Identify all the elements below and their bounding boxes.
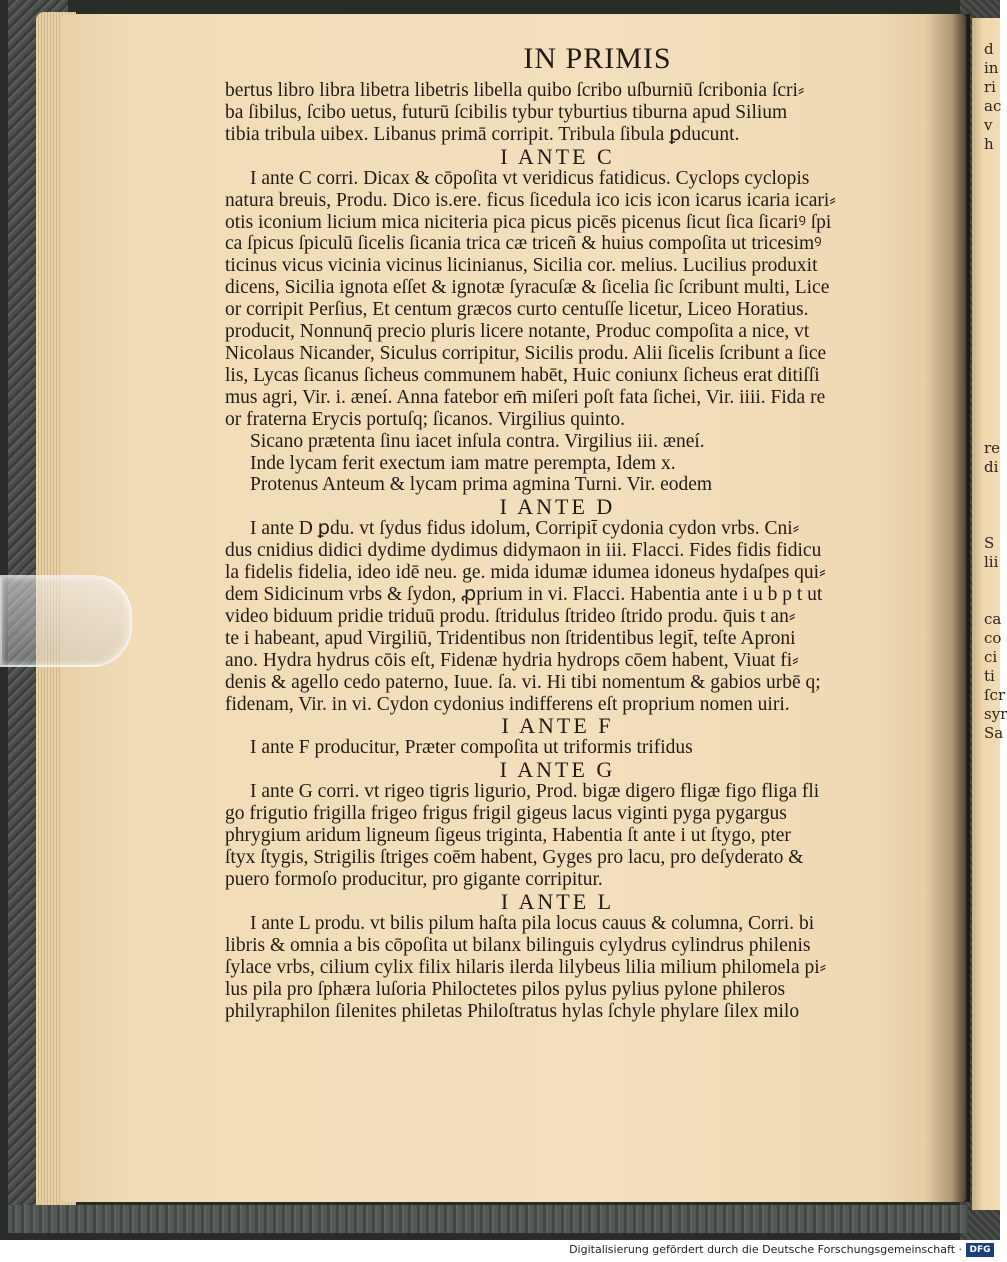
text-line: otis iconium licium mica niciteria pica picus picēs picenus ſicut ſica ſicariꝰ ſpi [225,211,832,233]
text-line: dus cnidius didici dydime dydimus didymaon in iii. Flacci. Fides fidis fidicu [225,540,822,562]
text-line: Nicolaus Nicander, Siculus corripitur, Sicilis produ. Alii ſicelis ſcribunt a ſice [225,342,827,364]
section-heading-l: I ANTE L [500,888,615,914]
text-line: tibia tribula uibex. Libanus primā corripit. Tribula ſibula ꝑducunt. [225,123,740,145]
text-line: ba ſibilus, ſcibo uetus, futurū ſcibilis tybur tyburtius tiburna apud Silium [225,101,788,123]
text-line: natura breuis, Produ. Dico is.ere. ficus ſicedula ico icis icon icarus icaria icari⸗ [225,189,836,211]
section-heading-g: I ANTE G [499,757,616,783]
section-heading-c: I ANTE C [500,143,615,169]
text-line: la fidelis fidelia, ideo idē neu. ge. mida idumæ idumea idoneus hydaſpes qui⸗ [225,562,826,584]
section-l-paragraph [225,913,890,1023]
right-page-text: d in ri ac v h re di S lii ca co ci ti ſcr syr Sa [984,40,1007,742]
verse-line: Protenus Anteum & lycam prima agmina Turni. Vir. eodem [250,474,713,496]
section-heading-d: I ANTE D [499,494,616,520]
text-line: libris & omnia a bis cōpoſita ut bilanx bilinguis cylydrus cylindrus philenis [225,934,811,956]
text-line: I ante D ꝑdu. vt ſydus fidus idolum, Corripit̄ cydonia cydon vrbs. Cni⸗ [250,518,800,540]
running-head: IN PRIMIS [523,42,672,75]
section-f-paragraph [225,737,890,759]
text-line: ano. Hydra hydrus cōis eſt, Fidenæ hydria hydrops cōem habent, Viuat fi⸗ [225,649,799,671]
text-line: phrygium aridum ligneum ſigeus triginta, Habentia ſt ante i ut ſtygo, pter [225,825,791,847]
text-line: ca ſpicus ſpiculū ſicelis ſicania trica cæ triceñ & huius compoſita ut tricesimꝰ [225,233,822,255]
section-c-paragraph [225,168,890,497]
text-line: video biduum pridie triduū produ. ſtridulus ſtrideo ſtrido produ. q̄uis t an⸗ [225,605,796,627]
intro-paragraph [225,80,890,146]
text-line: or fraterna Erycis portuſq; ſicanos. Virgilius quinto. [225,408,625,430]
section-g-paragraph [225,781,890,891]
text-line: I ante G corri. vt rigeo tigris ligurio, Prod. bigæ digero fligæ figo fliga fli [250,781,820,803]
text-line: mus agri, Vir. i. æneí. Anna fatebor em̄ miſeri poſt fata ſichei, Vir. iiii. Fida re [225,386,826,408]
text-line: fidenam, Vir. in vi. Cydon cydonius indifferens eſt proprium nomen uiri. [225,693,790,715]
text-line: ticinus vicus vicinia vicinus licinianus, Sicilia cor. melius. Lucilius produxit [225,255,818,277]
glass-page-clip [0,575,132,667]
text-line: dicens, Sicilia ignota eſſet & ignotæ ſyracuſæ & ſicelia ſic ſcribunt multi, Lice [225,277,830,299]
text-line: I ante F producitur, Præter compoſita ut triformis trifidus [250,737,693,759]
text-line: puero formoſo producitur, pro gigante corripitur. [225,869,603,890]
dfg-logo: DFG [966,1243,994,1257]
text-line: te i habeant, apud Virgiliū, Tridentibus non ſtridentibus legit̄, teſte Aproni [225,627,796,649]
text-line: go frigutio frigilla frigeo frigus frigil gigeus lacus viginti pyga pygargus [225,803,787,825]
text-line: lis, Lycas ſicanus ſicheus communem habēt, Huic coniunx ſicheus erat ditiſſi [225,364,820,386]
text-line: ſtyx ſtygis, Strigilis ſtriges coēm habent, Gyges pro lacu, pro deſyderato & [225,847,804,869]
text-line: producit, Nonnunq̄ precio pluris licere notante, Produc compoſita a nice, vt [225,321,810,343]
book-cover-bottom [8,1205,968,1233]
text-line: philyraphilon ſilenites philetas Philoſtratus hylas ſchyle phylare ſilex milo [225,1000,800,1022]
text-line: dem Sidicinum vrbs & ſydon, ꝓprium in vi. Flacci. Habentia ante i u b p t ut [225,584,823,606]
footer-credit: Digitalisierung gefördert durch die Deutsche Forschungsgemeinschaft · [569,1243,962,1256]
footer [0,1240,1000,1262]
page-text [225,38,890,1022]
text-line: or corripit Perſius, Et centum græcos curto centuſſe licetur, Liceo Horatius. [225,299,809,321]
text-line: bertus libro libra libetra libetris libella quibo ſcribo uſburniū ſcribonia ſcri⸗ [225,80,805,101]
text-line: lus pila pro ſphæra luſoria Philoctetes pilos pylus pylius pylone phileros [225,978,786,1000]
text-line: I ante L produ. vt bilis pilum haſta pila locus cauus & columna, Corri. bi [250,912,815,934]
text-line: ſylace vrbs, cilium cylix filix hilaris ilerda lilybeus lilia milium philomela pi⸗ [225,956,827,978]
section-heading-f: I ANTE F [501,713,614,739]
verse-line: Sicano prætenta ſinu iacet inſula contra. Virgilius iii. æneí. [250,430,705,452]
verse-line: Inde lycam ferit exectum iam matre perempta, Idem x. [250,452,676,474]
section-d-paragraph [225,518,890,715]
text-line: I ante C corri. Dicax & cōpoſita vt veridicus fatidicus. Cyclops cyclopis [250,167,810,189]
text-line: denis & agello cedo paterno, Iuue. ſa. vi. Hi tibi nomentum & gabios urbē q; [225,671,821,693]
gutter-shadow [925,14,970,1202]
